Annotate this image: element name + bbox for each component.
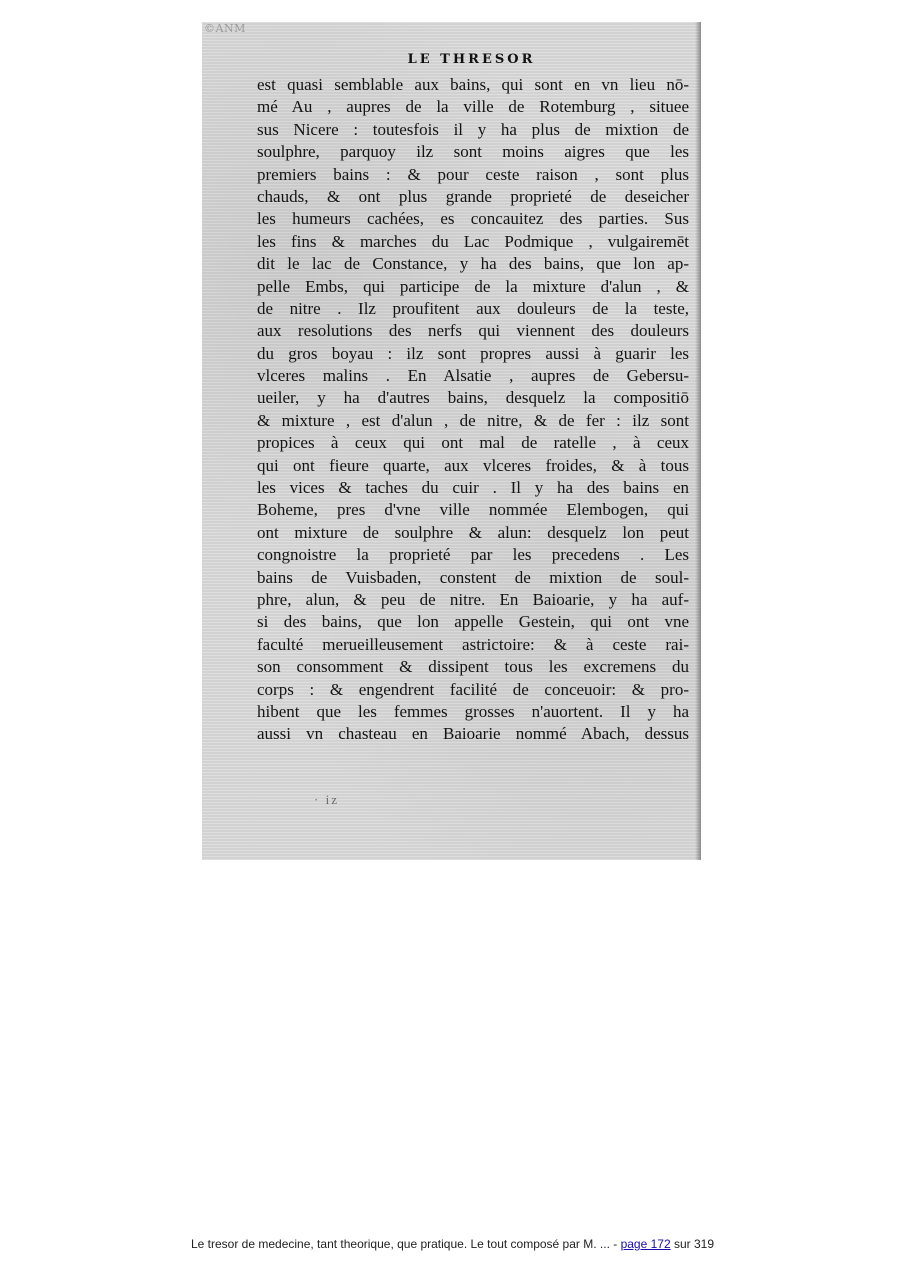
text-line: les vices & taches du cuir . Il y ha des bains en	[257, 478, 689, 498]
footer-separator: -	[609, 1237, 621, 1251]
document-title: Le tresor de medecine, tant theorique, que pratique. Le tout composé par M. ...	[190, 1237, 610, 1251]
text-line: les humeurs cachées, es concauitez des parties. Sus	[257, 209, 689, 229]
text-line: phre, alun, & peu de nitre. En Baioarie, y ha auf-	[257, 589, 689, 609]
text-line: aux resolutions des nerfs qui viennent des douleurs	[257, 321, 689, 341]
page-link[interactable]: page 172	[620, 1237, 671, 1251]
text-line: faculté merueilleusement astrictoire: & à ceste rai-	[257, 634, 689, 654]
text-line: corps : & engendrent facilité de conceuoir: & pro-	[257, 679, 689, 699]
scanned-page-image	[202, 22, 701, 860]
text-line: soulphre, parquoy ilz sont moins aigres que les	[257, 142, 689, 162]
text-line: congnoistre la proprieté par les precedens . Les	[257, 545, 689, 565]
text-line: Boheme, pres d'vne ville nommée Elembogen, qui	[257, 500, 689, 520]
text-line: son consomment & dissipent tous les excremens du	[257, 657, 689, 677]
text-line: de nitre . Ilz proufitent aux douleurs de la teste,	[257, 298, 689, 318]
text-line: sus Nicere : toutesfois il y ha plus de mixtion de	[257, 119, 689, 139]
text-line: bains de Vuisbaden, constent de mixtion de soul-	[257, 567, 689, 587]
watermark: ©ANM	[204, 22, 246, 35]
page-total: sur 319	[670, 1237, 714, 1251]
text-line: du gros boyau : ilz sont propres aussi à guarir les	[257, 343, 689, 363]
text-line: est quasi semblable aux bains, qui sont en vn lieu nō-	[257, 75, 689, 94]
text-line: qui ont fieure quarte, aux vlceres froides, & à tous	[257, 455, 689, 475]
text-line: ueiler, y ha d'autres bains, desquelz la compositiō	[257, 388, 689, 408]
text-line: aussi vn chasteau en Baioarie nommé Abach, dessus	[257, 724, 689, 744]
page-body-text	[257, 74, 689, 746]
text-line: pelle Embs, qui participe de la mixture d'alun , &	[257, 276, 689, 296]
text-line: vlceres malins . En Alsatie , aupres de Gebersu-	[257, 366, 689, 386]
text-line: hibent que les femmes grosses n'auortent. Il y ha	[257, 701, 689, 721]
text-line: dit le lac de Constance, y ha des bains, que lon ap-	[257, 254, 689, 274]
text-line: ont mixture de soulphre & alun: desquelz lon peut	[257, 522, 689, 542]
text-line: propices à ceux qui ont mal de ratelle , à ceux	[257, 433, 689, 453]
text-line: les fins & marches du Lac Podmique , vulgairemēt	[257, 231, 689, 251]
text-line: premiers bains : & pour ceste raison , sont plus	[257, 164, 689, 184]
bottom-mark: · iz	[314, 792, 339, 807]
page-footer	[0, 1237, 905, 1251]
running-head: LE THRESOR	[407, 52, 536, 67]
text-line: chauds, & ont plus grande proprieté de deseicher	[257, 186, 689, 206]
text-line: si des bains, que lon appelle Gestein, qui ont vne	[257, 612, 689, 632]
text-line: mé Au , aupres de la ville de Rotemburg , situee	[257, 97, 689, 117]
text-line: & mixture , est d'alun , de nitre, & de fer : ilz sont	[257, 410, 689, 430]
